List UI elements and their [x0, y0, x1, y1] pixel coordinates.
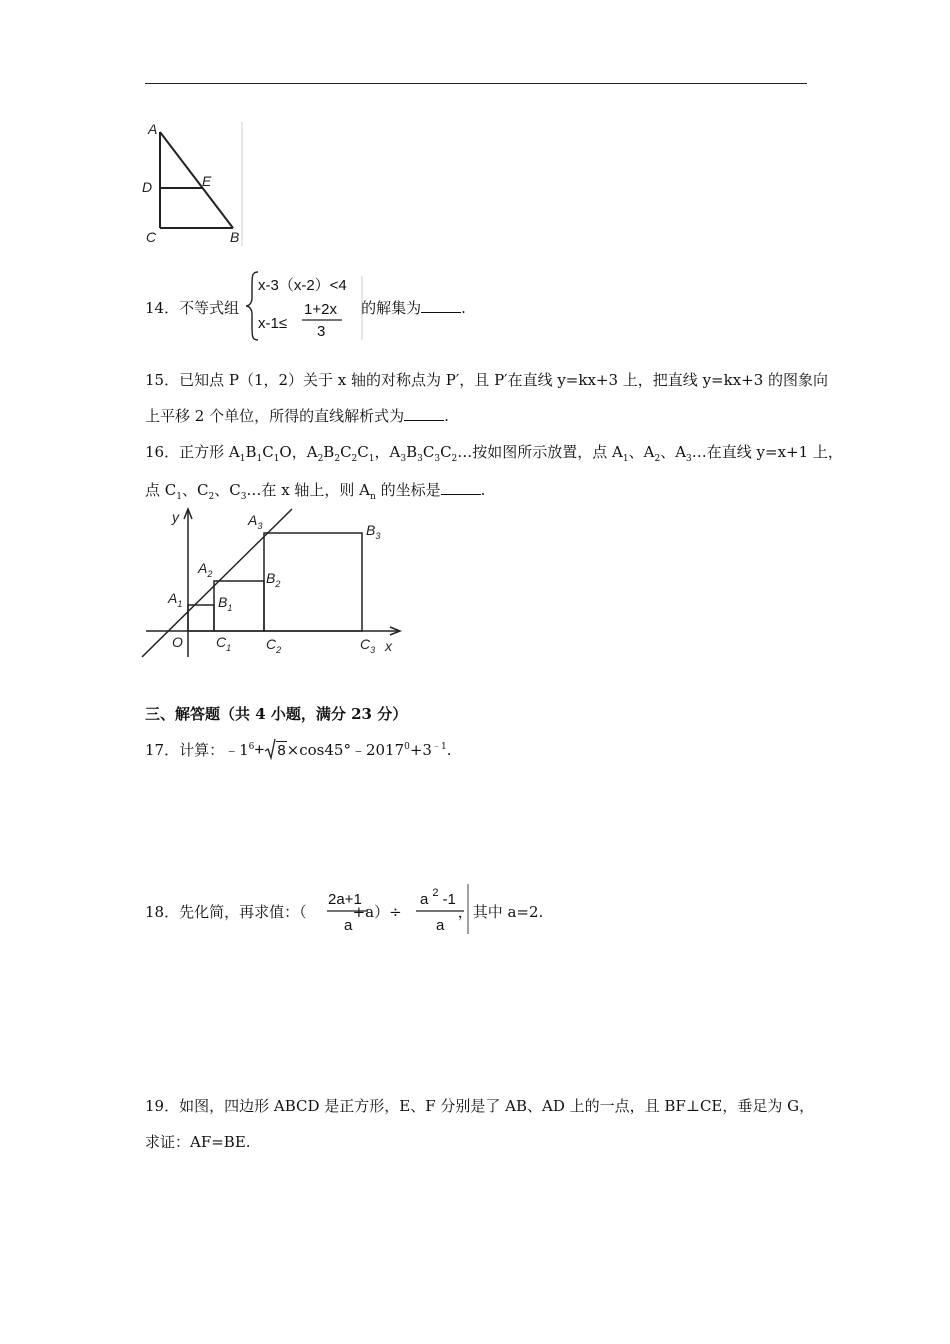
label-B2: $B_2$	[266, 570, 281, 589]
q14-ineq1: x-3（x-2）<4	[258, 277, 347, 294]
q16-answer-blank[interactable]	[441, 480, 481, 495]
triangle-figure	[140, 118, 250, 250]
label-A: A	[148, 121, 158, 137]
q14-suffix: 的解集为	[361, 299, 422, 317]
label-C: C	[146, 229, 157, 245]
svg-text:a: a	[344, 917, 353, 934]
question-14: 14．不等式组 的解集为 .	[145, 299, 466, 317]
question-15-line1: 15．已知点 P（1，2）关于 x 轴的对称点为 P′，且 P′在直线 y=kx+3 上，把直线 y=kx+3 的图象向	[145, 371, 829, 389]
sqrt-radicand: 8	[277, 742, 286, 759]
svg-text:a: a	[436, 917, 445, 934]
svg-text:2a+1: 2a+1	[328, 891, 362, 908]
q14-answer-blank[interactable]	[421, 298, 461, 313]
q15-answer-blank[interactable]	[404, 406, 444, 421]
question-18: 18．先化简，再求值：（ +a）÷ ，其中 a=2.	[145, 903, 544, 921]
svg-text:a2-1: a $^2$ -1	[420, 887, 456, 908]
header-rule	[145, 83, 807, 84]
question-16-line2: 点 $C_1$、$C_2$、$C_3\dots$在 x 轴上，则 $A_n$ 的坐标是 .	[145, 481, 486, 502]
label-E: E	[202, 173, 212, 189]
q14-ineq2-left: x-1≤	[258, 315, 288, 332]
q18-fraction-2	[414, 880, 470, 936]
squares-figure	[140, 505, 405, 663]
question-19-line1: 19．如图，四边形 ABCD 是正方形，E、F 分别是了 AB、AD 上的一点，且 BF⊥CE，垂足为 G，	[145, 1097, 815, 1115]
question-19-line2: 求证：AF=BE.	[145, 1133, 251, 1151]
q18-fraction-1	[326, 886, 372, 938]
label-A2: $A_2$	[198, 560, 213, 579]
question-17: 17．计算：$﹣1^6+$ $8\times\cos 45^\circ﹣2017^0+3^{﹣1}$.	[145, 740, 452, 759]
axis-label-y: y	[172, 509, 179, 525]
label-A3: $A_3$	[248, 512, 263, 531]
question-15-line2: 上平移 2 个单位，所得的直线解析式为 .	[145, 407, 449, 425]
q14-ineq2-num: 1+2x	[304, 301, 337, 318]
label-A1: $A_1$	[168, 590, 183, 609]
label-D: D	[142, 179, 153, 195]
q14-prefix: 14．不等式组	[145, 299, 240, 317]
label-C2: $C_2$	[266, 636, 282, 655]
question-16-line1: 16．正方形 $A_1B_1C_1O$，$A_2B_2C_2C_1$，$A_3B_3C_3C_2\dots$按如图所示放置，点 $A_1$、$A_2$、$A_3\dots$在直线 y=x+1 上，	[145, 443, 843, 464]
section-3-heading: 三、解答题（共 4 小题，满分 23 分）	[145, 705, 408, 723]
sqrt-symbol	[264, 738, 276, 760]
axis-label-x: x	[385, 638, 392, 654]
label-B1: $B_1$	[218, 594, 233, 613]
label-B3: $B_3$	[366, 522, 381, 541]
label-C1: $C_1$	[216, 634, 232, 653]
label-B: B	[230, 229, 240, 245]
q14-ineq2-den: 3	[317, 323, 326, 340]
q14-inequality-system	[244, 268, 364, 344]
origin-label-O: O	[172, 634, 183, 650]
label-C3: $C_3$	[360, 636, 376, 655]
